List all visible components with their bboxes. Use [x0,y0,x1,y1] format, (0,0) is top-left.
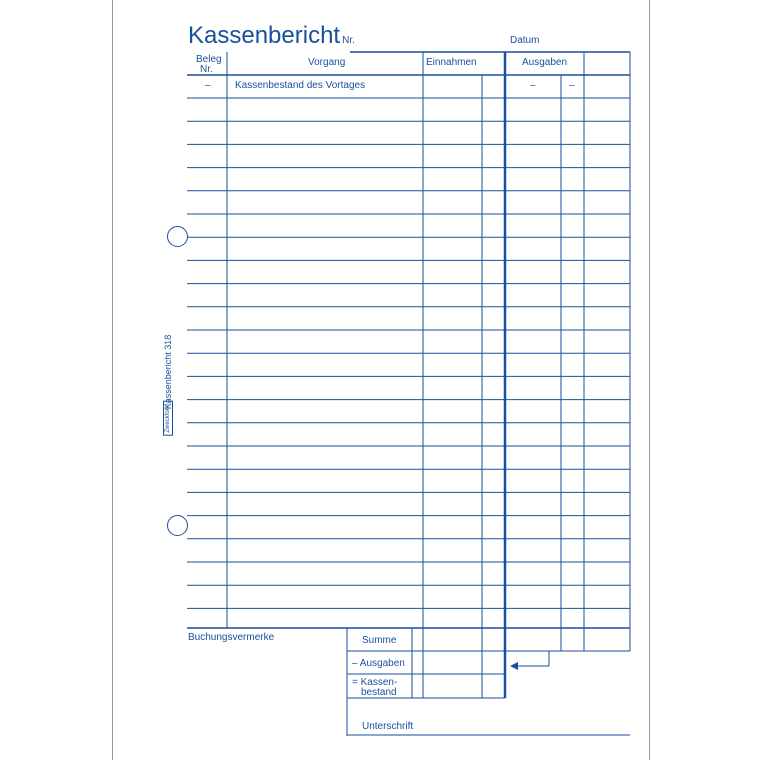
col-header-vorgang: Vorgang [308,57,346,68]
buchungsvermerke-label: Buchungsvermerke [188,632,275,643]
first-row-vorgang: Kassenbestand des Vortages [235,80,366,91]
minus-ausgaben-label: – Ausgaben [352,658,405,669]
first-row-ausgaben-cent: – [569,80,575,91]
summe-label: Summe [362,635,397,646]
number-label: Nr. [342,35,355,46]
side-label: Kassenbericht 318 [163,334,173,410]
punch-hole-icon [167,226,188,247]
kassenbestand-label: = Kassen- [352,677,398,688]
brand-logo: Zweckform [163,400,173,435]
arrow-head-icon [510,662,518,670]
punch-hole-icon [167,515,188,536]
col-header-einnahmen: Einnahmen [426,57,477,68]
kassenbestand-label-line2: bestand [361,687,397,698]
col-header-ausgaben: Ausgaben [522,57,568,68]
col-header-beleg-nr: Nr. [200,64,213,75]
date-label: Datum [510,35,540,46]
unterschrift-label: Unterschrift [362,721,414,732]
first-row-ausgaben-euro: – [530,80,536,91]
first-row-beleg: – [205,80,211,91]
col-header-beleg: Beleg [196,54,222,65]
form-title: Kassenbericht Nr. [188,22,355,49]
